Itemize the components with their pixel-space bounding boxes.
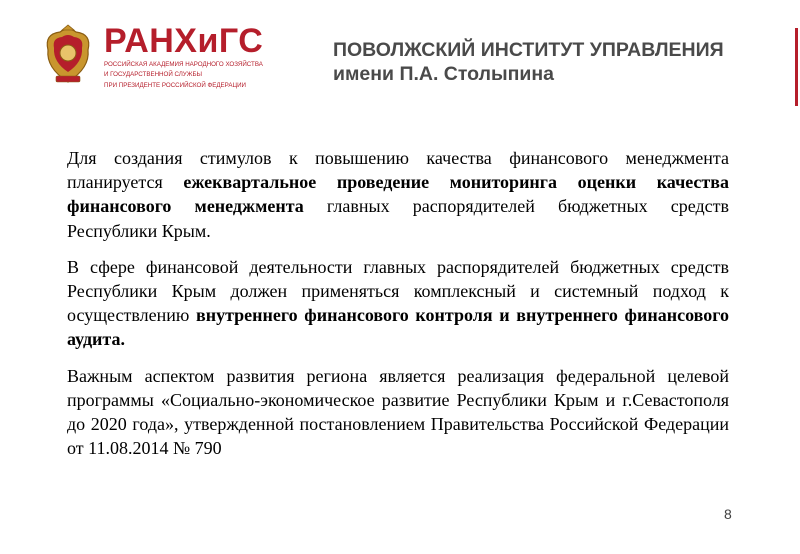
logo-subtitle-line-1: РОССИЙСКАЯ АКАДЕМИЯ НАРОДНОГО ХОЗЯЙСТВА xyxy=(104,61,263,68)
institute-name-line-2: имени П.А. Столыпина xyxy=(333,63,555,85)
logo-title: РАНХиГС xyxy=(104,22,264,60)
ranepa-logo xyxy=(104,22,264,89)
institute-name-line-1: ПОВОЛЖСКИЙ ИНСТИТУТ УПРАВЛЕНИЯ xyxy=(333,39,724,61)
paragraph-3-text: Важным аспектом развития региона является реализация федеральной целевой программы «Социально-экономическое развитие Республики Крым и г.Севастополя до 2020 года», утвержденной постановлением Правительства Российской Федерации от 11.08.2014 № 790 xyxy=(67,365,729,459)
page-number: 8 xyxy=(724,506,732,522)
paragraph-financial-management xyxy=(67,146,729,243)
paragraph-2-emphasis: внутреннего финансового контроля и внутреннего финансового аудита. xyxy=(67,305,729,350)
logo-subtitle-line-2: И ГОСУДАРСТВЕННОЙ СЛУЖБЫ xyxy=(104,71,202,79)
paragraph-1-text-end: главных распорядителей бюджетных средств Республики Крым. xyxy=(67,196,729,241)
paragraph-1-text: Для создания стимулов к повышению качества финансового менеджмента планируется xyxy=(67,148,729,193)
slide-header xyxy=(0,0,800,110)
logo-subtitle-line-3: ПРИ ПРЕЗИДЕНТЕ РОССИЙСКОЙ ФЕДЕРАЦИИ xyxy=(104,81,246,89)
slide-body xyxy=(67,146,729,472)
ranepa-emblem-icon xyxy=(40,24,96,88)
paragraph-federal-program xyxy=(67,364,729,461)
paragraph-1-emphasis: ежеквартальное проведение мониторинга оценки качества финансового менеджмента xyxy=(67,172,729,217)
paragraph-2-text: В сфере финансовой деятельности главных распорядителей бюджетных средств Республики Крым должен применяться комплексный и системный подход к осуществлению xyxy=(67,256,729,326)
institute-name xyxy=(333,38,724,86)
header-accent-bar xyxy=(795,28,798,106)
paragraph-financial-control xyxy=(67,255,729,352)
